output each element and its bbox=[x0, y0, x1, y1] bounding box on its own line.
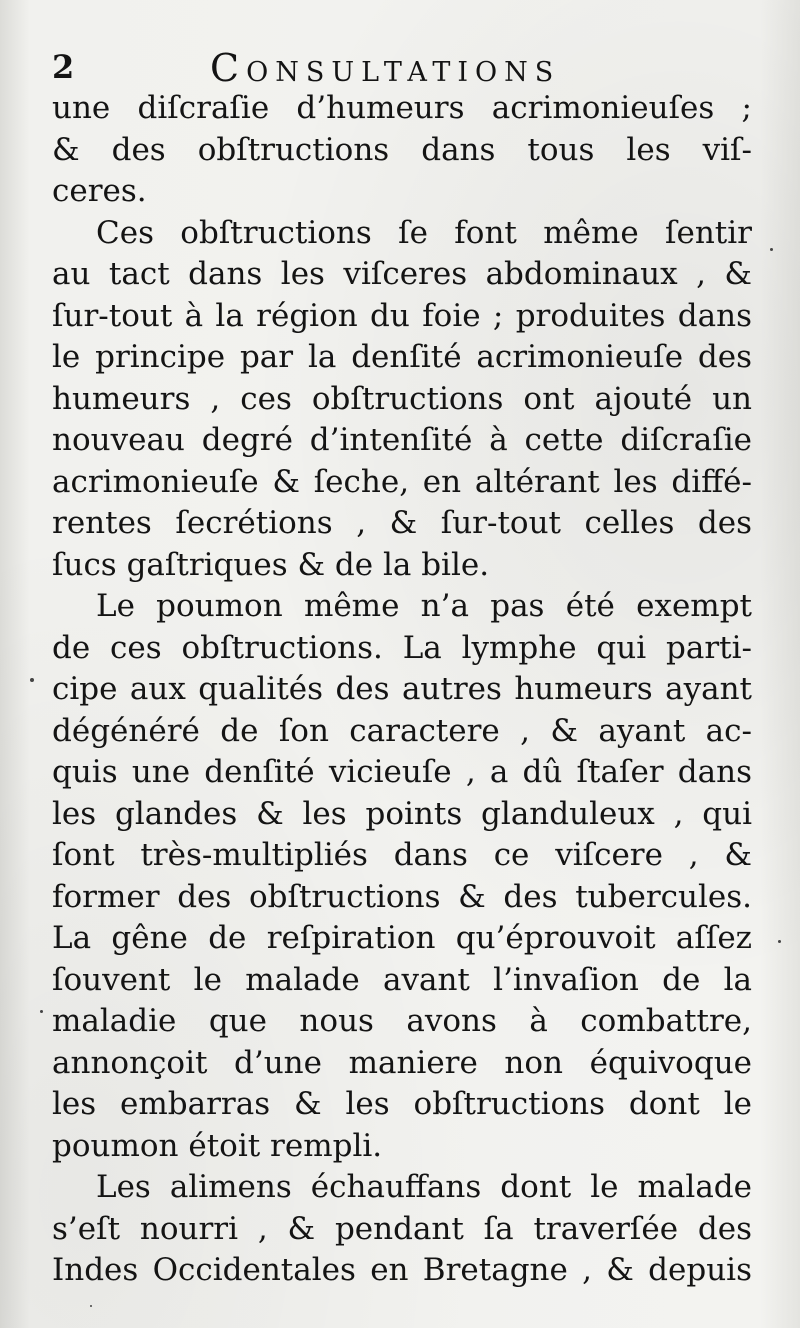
text-line: annonçoit d’une maniere non équivoque bbox=[52, 1044, 752, 1081]
page-number: 2 bbox=[52, 48, 75, 86]
paper-speck bbox=[40, 1010, 43, 1013]
text-line: La gêne de reſpiration qu’éprouvoit aſſez bbox=[52, 920, 752, 956]
text-line: s’eſt nourri , & pendant ſa traverſée des bbox=[52, 1210, 752, 1247]
text-line: ceres. bbox=[52, 173, 147, 209]
text-line: ſur-tout à la région du foie ; produites dans bbox=[52, 297, 752, 334]
text-line: le principe par la denſité acrimonieuſe des bbox=[52, 339, 752, 375]
text-line: ſucs gaſtriques & de la bile. bbox=[52, 546, 490, 583]
text-line: les embarras & les obſtructions dont le bbox=[52, 1086, 752, 1122]
text-line: Ces obſtructions ſe font même ſentir bbox=[96, 214, 752, 251]
text-line: Le poumon même n’a pas été exempt bbox=[96, 588, 752, 624]
running-head: Consultations bbox=[210, 46, 561, 90]
page-header bbox=[50, 44, 750, 94]
text-line: nouveau degré d’intenſité à cette diſcraſie bbox=[52, 422, 752, 458]
text-line: rentes ſecrétions , & ſur-tout celles des bbox=[52, 505, 752, 541]
text-line: former des obſtructions & des tubercules. bbox=[52, 878, 752, 915]
text-line: cipe aux qualités des autres humeurs ayant bbox=[52, 671, 752, 707]
text-line: au tact dans les viſceres abdominaux , & bbox=[52, 256, 752, 292]
text-line: les glandes & les points glanduleux , qui bbox=[52, 795, 752, 832]
text-line: acrimonieuſe & ſeche, en altérant les diffé- bbox=[52, 463, 752, 500]
paper-speck bbox=[90, 1305, 92, 1307]
paper-speck bbox=[778, 940, 781, 943]
text-line: dégénéré de ſon caractere , & ayant ac- bbox=[52, 712, 752, 749]
text-line: poumon étoit rempli. bbox=[52, 1127, 383, 1164]
text-line: ſouvent le malade avant l’invaſion de la bbox=[52, 961, 752, 998]
text-line: maladie que nous avons à combattre, bbox=[52, 1003, 752, 1039]
text-line: de ces obſtructions. La lymphe qui parti- bbox=[52, 629, 752, 666]
text-line: Les alimens échauffans dont le malade bbox=[96, 1169, 752, 1205]
body-text bbox=[52, 88, 752, 1292]
text-line: une diſcraſie d’humeurs acrimonieuſes ; bbox=[52, 90, 752, 126]
text-line: ſont très-multipliés dans ce viſcere , & bbox=[52, 837, 752, 873]
paper-speck bbox=[30, 678, 34, 682]
text-line: Indes Occidentales en Bretagne , & depuis bbox=[52, 1252, 752, 1288]
text-line: quis une denſité vicieuſe , a dû ſtaſer dans bbox=[52, 754, 752, 790]
paper-speck bbox=[770, 248, 773, 251]
text-line: & des obſtructions dans tous les viſ- bbox=[52, 131, 752, 168]
text-line: humeurs , ces obſtructions ont ajouté un bbox=[52, 380, 752, 417]
